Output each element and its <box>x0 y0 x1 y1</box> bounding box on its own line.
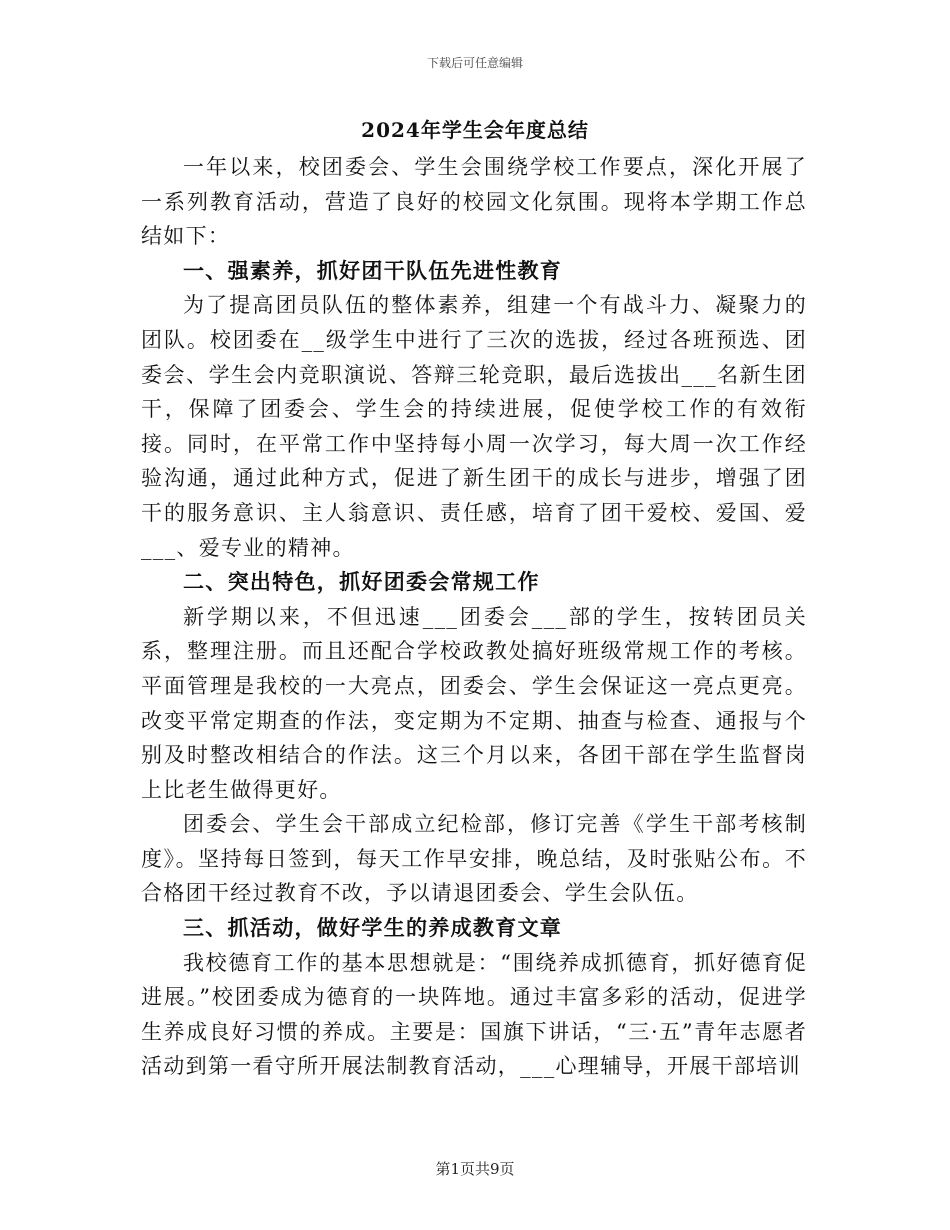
page-number: 第1页共9页 <box>435 1160 515 1178</box>
body-paragraph: 团委会、学生会干部成立纪检部，修订完善《学生干部考核制度》。坚持每日签到，每天工作早安排，晚总结，及时张贴公布。不合格团干经过教育不改，予以请退团委会、学生会队伍。 <box>141 812 807 906</box>
page-header: 下载后可任意编辑 <box>426 56 523 70</box>
section-heading-3: 三、抓活动，做好学生的养成教育文章 <box>183 915 563 941</box>
body-paragraph: 我校德育工作的基本思想就是：“围绕养成抓德育，抓好德育促进展。”校团委成为德育的一块阵地。通过丰富多彩的活动，促进学生养成良好习惯的养成。主要是：国旗下讲话，“三·五”青年志愿者活动到第一看守所开展法制教育活动，___心理辅导，开展干部培训 <box>141 950 807 1079</box>
document-body <box>141 150 807 1084</box>
section-heading-1: 一、强素养，抓好团干队伍先进性教育 <box>183 257 563 283</box>
section-heading-2: 二、突出特色，抓好团委会常规工作 <box>183 569 540 595</box>
intro-paragraph: 一年以来，校团委会、学生会围绕学校工作要点，深化开展了一系列教育活动，营造了良好的校园文化氛围。现将本学期工作总结如下： <box>141 155 807 249</box>
document-title: 2024年学生会年度总结 <box>361 118 589 142</box>
body-paragraph: 为了提高团员队伍的整体素养，组建一个有战斗力、凝聚力的团队。校团委在__级学生中进行了三次的选拔，经过各班预选、团委会、学生会内竞职演说、答辩三轮竞职，最后选拔出___名新生团干，保障了团委会、学生会的持续进展，促使学校工作的有效衔接。同时，在平常工作中坚持每小周一次学习，每大周一次工作经验沟通，通过此种方式，促进了新生团干的成长与进步，增强了团干的服务意识、主人翁意识、责任感，培育了团干爱校、爱国、爱___、爱专业的精神。 <box>141 293 807 560</box>
body-paragraph: 新学期以来，不但迅速___团委会___部的学生，按转团员关系，整理注册。而且还配合学校政教处搞好班级常规工作的考核。平面管理是我校的一大亮点，团委会、学生会保证这一亮点更亮。改变平常定期查的作法，变定期为不定期、抽查与检查、通报与个别及时整改相结合的作法。这三个月以来，各团干部在学生监督岗上比老生做得更好。 <box>141 604 807 802</box>
